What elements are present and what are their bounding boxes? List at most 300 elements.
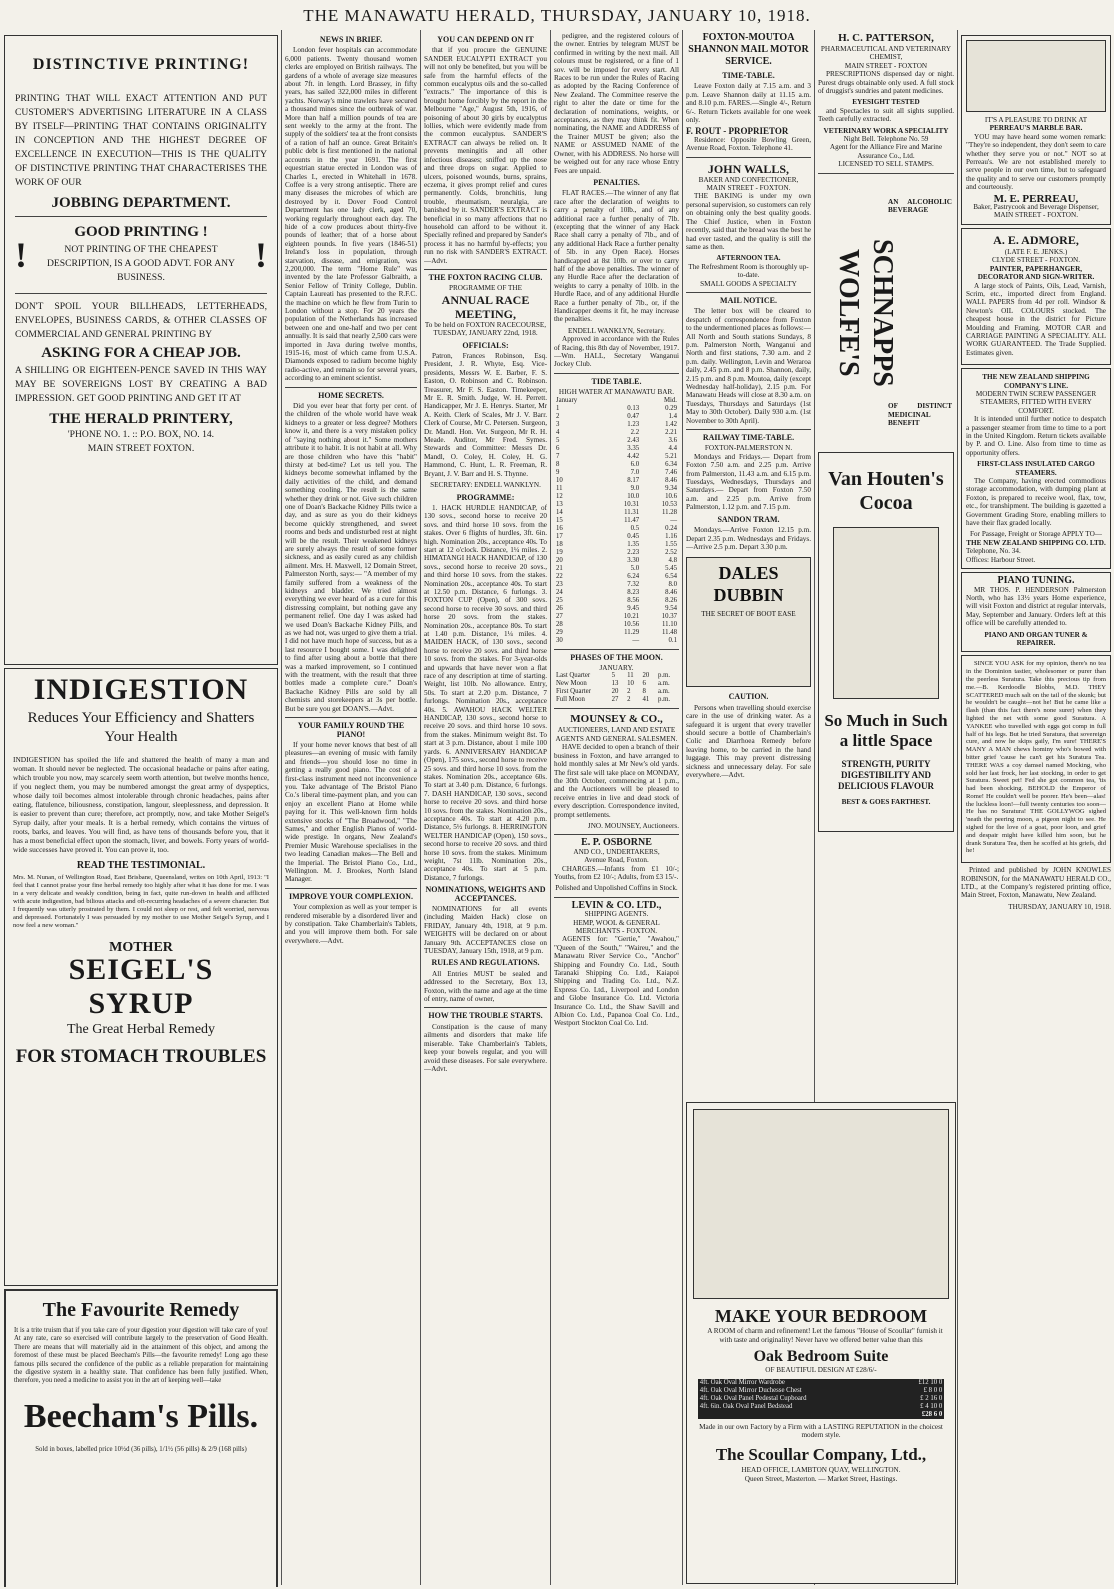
nominations-text: NOMINATIONS for all events (including Maiden Hack) close on FRIDAY, January 4th, 1918, at 9 p.m. WEIGHTS will be declared on or about January 9th. ACCEPTANCES close on TUESDAY, January 15th, 1918, at 9 p.m. — [424, 905, 547, 956]
piano-tuning-ad — [961, 572, 1111, 652]
suite-total: £28 6 0 — [921, 1410, 943, 1418]
tide-row — [554, 501, 679, 509]
moon-cell: 41 — [642, 696, 650, 704]
trouble-text: Constipation is the cause of many ailments and disorders that make life miserable. Take Chamberlain's Tablets, keep your bowels regular, and you will avoid these diseases. For sale everywhere.—Advt. — [424, 1022, 547, 1073]
tide-cell: 6.24 — [627, 572, 640, 580]
suite-cell: £ 2 16 0 — [920, 1394, 943, 1402]
family-piano-heading: YOUR FAMILY ROUND THE PIANO! — [297, 721, 405, 739]
suite-cell: 4ft. 6in. Oak Oval Panel Bedstead — [699, 1402, 793, 1410]
tide-cell: 2.23 — [627, 548, 640, 556]
van-houten-heading: Van Houten's Cocoa — [828, 467, 944, 514]
dales-heading: DALES DUBBIN — [713, 563, 784, 606]
offices-line: Offices: Harbour Street. — [966, 555, 1036, 564]
footer-date: THURSDAY, JANUARY 10, 1918. — [1008, 902, 1111, 911]
nz-co-heading: THE NEW ZEALAND SHIPPING CO. LTD. — [966, 538, 1106, 547]
nz-shipping-ad — [961, 368, 1111, 569]
tide-row — [554, 629, 679, 637]
sold-text: Sold in boxes, labelled price 10½d (36 pills), 1/1½ (56 pills) & 2/9 (168 pills) — [35, 1445, 247, 1453]
van-houten-ad — [818, 452, 954, 832]
tide-row — [554, 413, 679, 421]
timetable-text: Leave Foxton daily at 7.15 a.m. and 3 p.m. Leave Shannon daily at 11.15 a.m. and 8.10 p.m. FARES.—Single 4/-, Return 6/-. Return Tickets available for one week only. — [686, 82, 811, 125]
perreau-subheading: Baker, Pastrycook and Beverage Dispenser, MAIN STREET - FOXTON. — [973, 203, 1099, 220]
tide-cell: 1.16 — [665, 532, 677, 540]
tide-cell: 2.21 — [665, 428, 677, 436]
tide-row — [554, 421, 679, 429]
tide-cell: 2.2 — [630, 428, 640, 436]
suite-row — [698, 1387, 945, 1395]
caution-heading: CAUTION. — [728, 692, 769, 702]
tide-row — [554, 405, 679, 413]
admore-subheading: (LATE F. E. JENKS.) — [1004, 247, 1068, 256]
tide-cell: 29 — [556, 628, 563, 636]
club-heading: THE FOXTON RACING CLUB. — [428, 272, 543, 282]
good-printing-heading: GOOD PRINTING ! — [74, 224, 208, 240]
moon-cell: Last Quarter — [556, 672, 591, 680]
herald-printery-heading: THE HERALD PRINTERY, — [49, 411, 233, 427]
suite-row — [698, 1395, 945, 1403]
news-heading: NEWS IN BRIEF. — [319, 35, 383, 44]
penalties-text: FLAT RACES.—The winner of any flat race after the declaration of weights to carry a penalty of 10lb., and of any additional race a further penalty of 7lb. (excepting that the winner of any Hack Race shall carry a penalty of 7lb., and of any additional Hack Race a further penalty of 5lb. in any Open Race). Horses handicapped at 8st 10lb. or over to carry half of the above penalties. The winner of any Hurdle Race after the declaration of weights to carry a penalty of 10lb. in the Hurdle Race, and of any additional Hurdle Race a further penalty of 7lb., or, if the Handicapper deems it fit, he may increase the penalties. — [554, 189, 679, 324]
mounsey-signature: JNO. MOUNSEY, Auctioneers. — [587, 821, 679, 830]
tide-cell: 1.35 — [627, 540, 640, 548]
phone-line: 'PHONE NO. 1. :: P.O. BOX, NO. 14. — [67, 429, 215, 440]
tide-cell: 21 — [556, 564, 563, 572]
bedroom-suite-image — [693, 1109, 949, 1299]
tide-cell: 8.26 — [665, 596, 677, 604]
dales-dubbin-ad — [686, 557, 811, 687]
modern-line: MODERN TWIN SCREW PASSENGER STEAMERS, FITTED WITH EVERY COMFORT. — [975, 389, 1097, 415]
tide-subheading: HIGH WATER AT MANAWATU BAR. — [558, 388, 675, 397]
tide-row — [554, 461, 679, 469]
column-racing — [424, 32, 547, 1587]
tide-cell: 1.42 — [665, 420, 677, 428]
tide-cell: 5.21 — [665, 452, 677, 460]
tide-row — [554, 605, 679, 613]
suratura-text: SINCE YOU ASK for my opinion, there's no tea in the Dominion tastier, wholesomer or purer than the peerless Suratura. Take this precious tip from me.—B. Kerdoodle Blobbs, M.D. THEY SCATTERED much salt on the tail of the skunk; but he wouldn't be caught—not he! But he came like a flash (than this fact there's none surer) when they lighted the net with some good Suratura. A YANKEE who travelled with eggs got comp in full half of his legs. But he tried Suratura, that sovereign cure, and now he skips gaily, I'm sure! THERE'S MANY A MAN chews hominy who's bowed with bitter grief 'cause he can't get his Suratura Tea. THERE WAS a coy damsel named Mocking, who sold her last frock, her last stocking, in order to get Suratura. Sweet pet! Fed she got common tea, 'tis had been shocking. BEHOLD the Emperor of Rome! He couldn't well be poorer. He's been—alas! the luckless loon!—full twenty centuries too soon—He has no Suratura! THE GOLLYWOG sighed 'neath the peering moon, a pigeon night to see. He sighed for the love of a goat, poor loon, and grief and despair might have killed him soon, but he drank Suratura Tea, then he scoffed at his griefs, did he! — [966, 660, 1106, 855]
distinctive-heading: DISTINCTIVE PRINTING! — [32, 56, 250, 73]
afternoon-heading: AFTERNOON TEA. — [716, 254, 781, 263]
rout-line: F. ROUT - PROPRIETOR — [686, 126, 789, 137]
schnapps-ad — [818, 178, 954, 448]
piano-text: MR THOS. P. HENDERSON Palmerston North, who has 13½ years Home experience, will visit Foxton and district at regular intervals, May, September and January. Orders left at this office will be carefully attended to. — [966, 585, 1106, 628]
complexion-heading: IMPROVE YOUR COMPLEXION. — [289, 891, 413, 901]
tide-cell: 8.56 — [627, 596, 640, 604]
column-rule — [682, 30, 683, 1585]
tide-row — [554, 485, 679, 493]
family-piano-text: If your home never knows that best of all pleasures—an evening of music with family and friends—you should lose no time in getting a really good piano. The cost of a first-class instrument need not inconvenience you. Take advantage of The Bristol Piano Co.'s liberal time-payment plan, and you can enjoy an excellent Piano at Home while paying for it. This well-known firm holds extensive stocks of "The Broadwood," "The Sames," and other English Pianos of world-wide prestige. In organs, New Zealand's Premier Music Warehouse specialises in the two leading Canadian makes—The Bell and the Imperial. The Bristol Piano Co., Ltd., Wellington. M. J. Brookes, North Island Manager. — [285, 740, 417, 884]
tide-cell: 16 — [556, 524, 563, 532]
levin-heading: LEVIN & CO. LTD., — [571, 899, 662, 911]
tide-cell: 0.5 — [630, 524, 640, 532]
tide-cell: 12 — [556, 492, 563, 500]
pedigree-text: pedigree, and the registered colours of the owner. Entries by telegram MUST be confirmed in writing by the next mail. All colours must be registered, or a fine of 1 sov. will be imposed for every start. All Races to be run under the Rules of Racing as adopted by the Racing Conference of New Zealand. The Committee reserve the right to alter the date or time for the declaration of nominations, weights, or acceptances, as they may think fit. When nominating, the NAME and ADDRESS of the Trainer MUST be given; also the NAME or ASSUMED NAME of the Owner, with his ADDRESS. No horse will be weighed out for any race whose Entry Fees are unpaid. — [554, 32, 679, 175]
moon-cell: 8 — [642, 688, 646, 696]
suite-cell: £12 10 0 — [918, 1378, 943, 1386]
shilling-text: A SHILLING OR EIGHTEEN-PENCE SAVED IN THIS WAY MAY BE SOVEREIGNS LOST BY CREATING A BAD IMPRESSION. GET GOOD PRINTING AND GET IT AT — [15, 365, 267, 404]
tide-cell: 27 — [556, 612, 563, 620]
osborne-subheading: AND CO., UNDERTAKERS, — [573, 847, 660, 856]
depend-text: that if you procure the GENUINE SANDER EUCALYPTI EXTRACT you will not only be benefited, but you will be safe from the harmful effects of the common eucalyptus oils and the so-called "extracts." The importance of this is brought home forcibly by the report in the Melbourne "Age," August 5th, 1916, of poisoning of about 30 girls by eucalyptus lollies, which were evidently made from the common eucalyptus. SANDER'S EXTRACT can always be relied on. It prevents meningitis and all other infectious diseases; sniffed up the nose and three drops on sugar. Applied to ulcers, poisoned wounds, burns, sprains, eczema, it gives prompt relief and cures permanently. Colds, bronchitis, lung trouble, rheumatism, neuralgia, are banished by it. SANDER'S EXTRACT is beneficial in so many affections that no household can afford to be without it. Specially refined and prepared by Sander's process it has no harmful by-effects; you run no risk with SANDER'S EXTRACT.—Advt. — [424, 46, 547, 265]
moon-cell: p.m. — [657, 696, 671, 704]
admore-ad — [961, 228, 1111, 365]
tide-cell: 10 — [556, 476, 563, 484]
moon-cell: New Moon — [556, 680, 587, 688]
tide-cell: 10.0 — [627, 492, 640, 500]
agent-text: Agent for the Alliance Fire and Marine Assurance Co., Ltd. — [829, 143, 943, 160]
stomach-troubles-heading: FOR STOMACH TROUBLES — [15, 1045, 267, 1067]
nominations-heading: NOMINATIONS, WEIGHTS AND ACCEPTANCES. — [425, 885, 546, 903]
tide-cell: 2 — [556, 412, 560, 420]
walls-subheading: BAKER AND CONFECTIONER, — [698, 175, 799, 184]
rules-text: All Entries MUST be sealed and addressed to the Secretary, Box 13, Foxton, with the name and age at the time of entry, name of owner, — [424, 969, 547, 1004]
tide-cell: 14 — [556, 508, 563, 516]
indigestion-text: INDIGESTION has spoiled the life and shattered the health of many a man and woman. It should never be neglected. The occasional headache or pains after eating, which trouble you now, may scarcely seem worth attention, but twelve months hence, if you neglect them, you may be numbered amongst the great army of dyspeptics, whose daily toil becomes almost intolerable through chronic headaches, pains after eating, flatulence, biliousness, constipation, langour, sleeplessness, and depression. It is easier to prevent than cure; therefore, act promptly, now, and take Mother Seigel's Syrup daily, after your meals. It is a herbal remedy, which contains the virtues of roots, barks, and leaves. You will find, as have tens of thousands before you, that it has a most beneficial effect upon the stomach, liver, and bowels. Forty years of world-wide successes have proved it. You can prove it, too. — [13, 755, 269, 854]
mail-heading: MAIL NOTICE. — [720, 295, 777, 305]
queen-street: Queen Street, Masterton. — Market Street, Hastings. — [744, 1474, 898, 1483]
eyesight-heading: EYESIGHT TESTED — [852, 98, 920, 107]
tide-cell: 15 — [556, 516, 563, 524]
perreau-ad — [961, 35, 1111, 225]
moon-row — [554, 672, 679, 680]
moon-cell: 11 — [627, 672, 634, 680]
tide-cell: 0.47 — [627, 412, 640, 420]
tide-cell: 3 — [556, 420, 560, 428]
tide-cell: 30 — [556, 636, 563, 644]
moon-cell: 5 — [611, 672, 616, 680]
tide-heading: TIDE TABLE. — [591, 376, 642, 386]
depend-heading: YOU CAN DEPEND ON IT — [437, 35, 534, 44]
best-text: BEST & GOES FARTHEST. — [841, 797, 931, 806]
column-news — [285, 32, 417, 1587]
cargo-text: The Company, having erected commodious storage accommodation, with dumping plant at Foxton, is prepared to receive wool, flax, tow, etc., for transhipment. The building is gazetted a Government Grading Store, enabling millers to have their flax graded locally. — [966, 477, 1106, 528]
tide-cell: 5 — [556, 436, 560, 444]
tide-cell: 8.46 — [665, 588, 677, 596]
patterson-heading: H. C. PATTERSON, — [838, 32, 934, 44]
licensed-text: LICENSED TO SELL STAMPS. — [838, 160, 934, 169]
walls-heading: JOHN WALLS, — [707, 161, 790, 176]
suratura-ad — [961, 655, 1111, 863]
tide-cell: 8.23 — [627, 588, 640, 596]
beechams-ad — [4, 1289, 278, 1587]
printed-text: Printed and published by JOHN KNOWLES ROBINSON, for the MANAWATU HERALD CO., LTD., at the Company's registered printing office, Main Street, Foxton, Manawatu, New Zealand. — [961, 866, 1111, 900]
mother-heading: MOTHER — [109, 940, 173, 956]
annual-heading: ANNUAL RACE MEETING, — [441, 292, 530, 321]
tide-cell: 11.47 — [624, 516, 640, 524]
tide-cell: 24 — [556, 588, 563, 596]
tide-cell: 1.55 — [665, 540, 677, 548]
tide-row — [554, 533, 679, 541]
tide-cell: 10.21 — [623, 612, 640, 620]
tide-cell: 9.0 — [630, 484, 640, 492]
tide-cell: 6.0 — [630, 460, 640, 468]
tide-cell: — — [632, 636, 640, 644]
moon-cell: 27 — [611, 696, 619, 704]
timetable-heading: TIME-TABLE. — [722, 71, 775, 80]
suite-table — [698, 1379, 945, 1419]
levin-subheading: SHIPPING AGENTS. — [584, 910, 649, 919]
nz-shipping-text: It is intended until further notice to despatch a passenger steamer from time to time to a port in the United Kingdom. Return tickets available by P. and O. Line. Also from time to time as opportunity offers. — [966, 415, 1106, 457]
great-herbal-text: The Great Herbal Remedy — [66, 1021, 216, 1037]
testimonial-heading: READ THE TESTIMONIAL. — [76, 860, 206, 871]
tide-cell: 11.31 — [624, 508, 640, 516]
race-date: TUESDAY, JANUARY 22nd, 1918. — [433, 329, 538, 338]
agents-text: AGENTS for: "Gertie," "Awahou," "Queen of the South," "Waireu," and the Manawatu River Service Co., "Anchor" Shipping and Foundry Co. Ltd., South Taranaki Shipping Co. Ltd., Kaiapoi Shipping and Trading Co. Ltd., N.Z. Express Co. Ltd., Liverpool and London and Globe Insurance Co. Ltd. Victoria Insurance Co. Ltd., the Shaw Savill and Albion Co. Ltd., Papanoa Coal Co. Ltd., Westport Stockton Coal Co. Ltd. — [554, 935, 679, 1028]
held-line: To be held on FOXTON RACECOURSE, — [424, 320, 547, 329]
phases-heading: PHASES OF THE MOON. — [570, 652, 663, 662]
moon-row — [554, 680, 679, 688]
made-text: Made in our own Factory by a Firm with a LASTING REPUTATION in the choicest modern style. — [699, 1422, 943, 1440]
tide-cell: 10.37 — [661, 612, 677, 620]
night-bell: Night Bell. Telephone No. 59 — [843, 135, 929, 144]
suite-cell: 4ft. Oak Oval Mirror Wardrobe — [699, 1378, 785, 1386]
tide-row — [554, 437, 679, 445]
tide-row — [554, 573, 679, 581]
osborne-heading: E. P. OSBORNE — [581, 837, 652, 849]
perreau-heading: M. E. PERREAU, — [993, 192, 1079, 205]
column-printery-ads — [4, 32, 278, 1587]
approved-text: Approved in accordance with the Rules of Racing, this 8th day of November, 1917.—Wm. HALL, Secretary Wanganui Jockey Club. — [554, 335, 679, 369]
dont-spoil-text: DON'T SPOIL YOUR BILLHEADS, LETTERHEADS, ENVELOPES, BUSINESS CARDS, & OTHER CLASSES OF COMMERCIAL AND GENERAL PRINTING BY — [15, 301, 267, 340]
tide-mid-header: Mid. — [663, 396, 677, 404]
much-heading: So Much in Such a little Space — [824, 710, 948, 750]
schnapps-heading: SCHNAPPS — [867, 238, 898, 387]
column-rule — [420, 30, 421, 1585]
tide-cell: 0.45 — [627, 532, 640, 540]
vet-heading: VETERINARY WORK A SPECIALITY — [823, 126, 949, 135]
tide-cell: 28 — [556, 620, 563, 628]
tide-row — [554, 509, 679, 517]
tide-table — [554, 397, 679, 645]
suite-cell: 4ft. Oak Oval Mirror Duchesse Chest — [699, 1386, 802, 1394]
tide-row — [554, 517, 679, 525]
tide-cell: 19 — [556, 548, 563, 556]
tide-row — [554, 597, 679, 605]
column-rule — [957, 30, 958, 1585]
street-line: MAIN STREET FOXTON. — [87, 443, 195, 454]
scoullar-heading: The Scoullar Company, Ltd., — [715, 1444, 927, 1464]
freight-line: For Passage, Freight or Storage APPLY TO— — [970, 530, 1102, 539]
column-right — [961, 32, 1111, 1587]
tide-row — [554, 477, 679, 485]
bedroom-heading: MAKE YOUR BEDROOM — [714, 1306, 928, 1326]
mounsey-text: HAVE decided to open a branch of their business in Foxton, and have arranged to hold monthly sales at Mr New's old yards. The first sale will take place on MONDAY, the 30th October, commencing at 1 p.m., and the Auctioneers will be pleased to receive entries in live and dead stock of every description. Correspondence invited, prompt settlements. — [554, 743, 679, 819]
column-tides — [554, 32, 679, 1587]
phases-month: JANUARY. — [599, 664, 634, 673]
tide-row — [554, 445, 679, 453]
moon-cell: 2 — [627, 696, 631, 704]
oak-heading: Oak Bedroom Suite — [753, 1348, 889, 1366]
reduces-subheading: Reduces Your Efficiency and Shatters Your Health — [27, 710, 255, 745]
tide-cell: 25 — [556, 596, 563, 604]
tide-cell: 5.0 — [630, 564, 640, 572]
tide-cell: 23 — [556, 580, 563, 588]
railway-text: Mondays and Fridays.— Depart from Foxton 7.50 a.m. and 2.25 p.m. Arrive from Palmerston, 11.43 a.m. and 6.15 p.m. Tuesdays, Wednesdays, Thursdays and Saturdays.— Depart from Foxton 7.50 a.m. and 2.25 p.m. Arrive from Palmerston, 1.12 p.m. and 7.15 p.m. — [686, 452, 811, 512]
moon-cell: Full Moon — [556, 696, 585, 704]
oak-subheading: OF BEAUTIFUL DESIGN AT £28/6/- — [765, 1366, 877, 1375]
printing-text: PRINTING THAT WILL EXACT ATTENTION AND PUT CUSTOMER'S ADVERTISING LITERATURE IN A CLASS BY ITSELF—PRINTING THAT CONTAINS ORIGINALITY IN CONCEPTION AND THE HIGHEST DEGREE OF EXCELLENCE IN EXECUTION—THIS IS THE QUALITY OF DISTINCTIVE PRINTING THAT CHARACTERISES THE WORK OF OUR — [15, 93, 267, 188]
tide-cell: 3.6 — [668, 436, 677, 444]
mail-text: The letter box will be cleared to despatch of correspondence from Foxton to the undermentioned places as follows:— All North and South stations Sundays, 8 p.m. Palmerston North, Wanganui and North and first stations, 7.30 a.m. and 2 p.m. daily. Wellington, Levin and Weraroa daily, 2.45 p.m. and 8 p.m. Shannon, daily, 2.15 p.m. and 8 p.m. Moutoa, daily (except Wednesday half-holiday), 2.15 p.m. For Manawatu Heads will close at 8.30 a.m. on Tuesdays, Thursdays and Saturdays (1st May to 30th October). Daily 930 a.m. (1st November to 30th April). — [686, 307, 811, 425]
tide-cell: 7.32 — [627, 580, 640, 588]
admore-heading: A. E. ADMORE, — [993, 232, 1079, 247]
mounsey-heading: MOUNSEY & CO., — [570, 713, 663, 726]
moon-cell: a.m. — [657, 688, 670, 696]
tide-cell: 26 — [556, 604, 563, 612]
strength-text: STRENGTH, PURITY DIGESTIBILITY AND DELICIOUS FLAVOUR — [838, 758, 934, 791]
tide-cell: — — [670, 516, 677, 524]
patterson-address: MAIN STREET - FOXTON — [844, 61, 928, 70]
sandon-text: Mondays.—Arrive Foxton 12.15 p.m. Depart 2.35 p.m. Wednesdays and Fridays.—Arrive 2.5 p.m. Depart 3.30 p.m. — [686, 526, 811, 551]
moon-cell: 20 — [611, 688, 619, 696]
herald-printery-ad — [4, 35, 278, 665]
tide-cell: 2.52 — [665, 548, 677, 556]
dales-subheading: THE SECRET OF BOOT EASE — [701, 610, 796, 619]
suite-row — [698, 1379, 945, 1387]
foxton-mail-heading: FOXTON-MOUTOA SHANNON MAIL MOTOR SERVICE. — [688, 32, 809, 67]
moon-table — [554, 672, 679, 704]
suite-row — [698, 1403, 945, 1411]
tide-cell: 7.46 — [665, 468, 677, 476]
tide-cell: 5.45 — [665, 564, 677, 572]
exclaim-icon: ! — [15, 235, 27, 275]
suite-cell: £ 8 0 0 — [923, 1386, 943, 1394]
tide-cell: 22 — [556, 572, 563, 580]
indigestion-ad — [4, 668, 278, 1286]
officials-heading: OFFICIALS: — [462, 340, 509, 350]
complexion-text: Your complexion as well as your temper is rendered miserable by a disordered liver and by constipation. Take Chamberlain's Tablets, and you will improve them both. For sale everywhere.—Advt. — [285, 903, 417, 945]
column-rule — [281, 30, 282, 1585]
bedroom-text: A ROOM of charm and refinement! Let the famous "House of Scoullar" furnish it with taste and originality! Never have we offered better value than this — [707, 1327, 943, 1344]
tide-cell: 0.1 — [668, 636, 677, 644]
tide-cell: 9.54 — [665, 604, 677, 612]
eyesight-text: and Spectacles to suit all sights supplied. Teeth carefully extracted. — [818, 106, 954, 124]
tide-cell: 4.42 — [627, 452, 640, 460]
telephone-line: Telephone, No. 34. — [966, 547, 1021, 556]
tide-row — [554, 493, 679, 501]
trouble-heading: HOW THE TROUBLE STARTS. — [428, 1011, 543, 1021]
officials-text: Patron, Frances Robinson, Esq. President, J. R. Whyte, Esq. Vice-presidents, Messrs W. E. Barber, F. S. Easton, O. Robinson and C. Robinson. Treasurer, Mr F. S. Easton. Timekeeper, Mr E. R. Smith. Judge, W. H. Perrett. Handicapper, Mr J. E. Henrys. Starter, Mr A. Keith. Clerk of Scales, Mr J. V. Barr. Clerk of Course, Mr C. Petersen. Surgeon, Dr. Mandl. Hon. Vet. Surgeon, Mr R. H. Meade. Auditor, Mr Fred. Symes. Stewards and Committee: Messrs Dr. Mandl, O. Coley, H. Coley, H. G. Hammond, C. Hunt, L. R. Freeman, R. Bryant, J. V. Barr and H. S. Thynne. — [424, 352, 547, 478]
tide-row — [554, 429, 679, 437]
nz-shipping-heading: THE NEW ZEALAND SHIPPING COMPANY'S LINE. — [982, 373, 1090, 390]
tide-row — [554, 621, 679, 629]
caution-text: Persons when travelling should exercise care in the use of drinking water. As a safeguard it is urgent that every traveller should secure a bottle of Chamberlain's Colic and Diarrhoea Remedy before leaving home, to be carried in the hand luggage. This may prevent distressing sickness and unnecessary delay. For sale everywhere.—Advt. — [686, 703, 811, 779]
tide-row — [554, 525, 679, 533]
cartoon-image — [966, 40, 1106, 112]
favourite-heading: The Favourite Remedy — [42, 1299, 240, 1321]
tide-cell: 11.48 — [661, 628, 677, 636]
admore-text: A large stock of Paints, Oils, Lead, Varnish, Scrim, etc., imported direct from England. WALL PAPERS from 4d per roll. Windsor & Newton's OIL COLOURS stocked. The cheapest house in the district for Picture Moulding and Framing. MOTOR CAR and CARRIAGE PAINTING A SPECIALITY. ALL WORK GUARANTEED. The Trade Supplied. Estimates given. — [966, 281, 1106, 357]
tide-row — [554, 557, 679, 565]
moon-row — [554, 688, 679, 696]
indigestion-heading: INDIGESTION — [33, 673, 249, 706]
moon-cell: 2 — [627, 688, 631, 696]
moon-cell: 20 — [642, 672, 650, 680]
rules-heading: RULES AND REGULATIONS. — [431, 958, 540, 968]
railway-subheading: FOXTON-PALMERSTON N. — [704, 444, 793, 453]
asking-heading: ASKING FOR A CHEAP JOB. — [41, 345, 241, 361]
tide-cell: 0.24 — [665, 524, 677, 532]
tide-cell: 8 — [556, 460, 560, 468]
home-secrets-text: Did you ever hear that forty per cent. of the children of the whole world have weak kidneys to a greater or less degree? Mothers know it, and there is a very mistaken policy of "saying nothing about it." Some mothers attribute it to habit. It is not habit at all. Why are those children who have this "habit" thirsty at bed-time? Let us tell you. The kidneys become somewhat inflamed by the daily activities of the child, and demand something cooling. The result is the same whether they drink or not. Give such children one of Doan's Backache Kidney Pills twice a day, and as sure as you do their kidneys become quickly strengthened, and sweet rooms and beds and undisturbed rest at night will be the result. Their weakened kidneys are surely always the result of some former sickness, and as easily cured as any childish ailment. Mrs. H. Maxwell, 12 Domain Street, Palmerston North, says:— "A member of my family suffered from a weakness of the kidneys and bladder. We tried almost everything we ever heard of as a cure for this distressing complaint, but nothing gave any permanent relief. One day I was asked had we used Doan's Backache Kidney Pills, and as we had not, was urged to give them a trial. I did not have much hope of success, but as a last resource I bought some. I was delighted to find after using about a bottle that there was a marked improvement, so I continued with the treatment, with the result that three bottles made a complete cure." Doan's Backache Kidney Pills are sold by all chemists and storekeepers at 3s per bottle. But be sure you get DOAN'S.—Advt. — [285, 402, 417, 713]
tide-cell: 3.30 — [627, 556, 640, 564]
moon-cell: 6 — [642, 680, 646, 688]
moon-cell: First Quarter — [556, 688, 591, 696]
head-office: HEAD OFFICE, LAMBTON QUAY, WELLINGTON. — [741, 1465, 901, 1474]
tide-cell: 20 — [556, 556, 563, 564]
tide-row — [554, 589, 679, 597]
moon-cell: p.m. — [657, 672, 671, 680]
tide-cell: 13 — [556, 500, 563, 508]
tide-cell: 17 — [556, 532, 563, 540]
tide-cell: 4.4 — [668, 444, 677, 452]
cocoa-tin-image — [833, 527, 939, 699]
sandon-heading: SANDON TRAM. — [717, 514, 780, 524]
exclaim-icon: ! — [255, 235, 267, 275]
secretary-line: SECRETARY: ENDELL WANKLYN. — [430, 481, 541, 490]
tide-cell: 10.53 — [661, 500, 677, 508]
alcoholic-text: AN ALCOHOLIC BEVERAGE — [888, 197, 952, 215]
tuner-heading: PIANO AND ORGAN TUNER & REPAIRER. — [984, 630, 1088, 647]
suite-cell: £ 4 10 0 — [920, 1402, 943, 1410]
tide-cell: 10.56 — [623, 620, 640, 628]
favourite-text: It is a trite truism that if you take care of your digestion your digestion will take care of you! At any rate, care so exercised will contribute largely to the preservation of Good Health. There are means that will materially aid in the attainment of this object, and among the foremost of these must be placed Beecham's Pills—the favourite remedy! Long ago these famous pills secured the confidence of the public as a reliable preparation for maintaining the digestive system in a healthy state. That confidence has been fully justified. When, therefore, you need a medicine to assist you in the art of keeping well—take — [14, 1327, 268, 1385]
tide-cell: 6.54 — [665, 572, 677, 580]
penalties-heading: PENALTIES. — [593, 177, 640, 187]
moon-cell: 10 — [627, 680, 634, 688]
tide-month: January — [556, 396, 578, 404]
tide-cell: 2.43 — [627, 436, 640, 444]
painter-heading: PAINTER, PAPERHANGER, DECORATOR AND SIGN-WRITER. — [977, 264, 1095, 282]
perreau-bar-heading: PERREAU'S MARBLE BAR. — [989, 124, 1083, 133]
charges-text: CHARGES.—Infants from £1 10/-; Youths, from £2 10/-; Adults, from £3 15/-. — [554, 864, 679, 881]
tide-cell: 18 — [556, 540, 563, 548]
news-text: London fever hospitals can accommodate 6,000 patients. Twenty thousand women clerks are employed on British railways. The gardens of a whole of average size measures about 7ft. in length. Lord Brassey, in fifty years, has sailed 322,000 miles in different yachts. Norway's mine trawlers have secured a thousand mines since the outbreak of war. More than half a million pounds of tea are sent weekly to the army at the front. The supply of the soldiers' tea at the front consists of a ration of half an ounce. Great Britain's public debt is first mentioned in the national accounts in the year 1691. The first equestrian statue erected in London was of Charles I., erected in Whitehall in 1678. Coffee is a very strong antiseptic. There are many diseases the microbes of which are destroyed by it. Dover Food Control Department has one lady clerk, aged 70, working regularly throughout each day. The hide of a cow produces about thirty-five pounds of leather; that of a horse about eighteen pounds. In five years (1846-51) Ireland's loss in population, through starvation, disease, and emigration, was 2,200,000. The term "Home Rule" was invented by the late Professor Galbraith, a Senior Fellow of Trinity College, Dublin. Captain Laureati has presented to the R.F.C. the machine on which he flew from Turin to London without a stop. For 20 years the population of the Netherlands has increased between one and one-half and two per cent annually. It is said that nearly 2,500 cars were imported in Java during twelve months, 1915-16, most of which came from U.S.A. Diamonds exposed to radium become highly radio-active, and remain so for several years, according to an eminent scientist. — [285, 46, 417, 383]
tide-cell: 0.29 — [665, 404, 677, 412]
tide-cell: 1.23 — [627, 420, 640, 428]
tide-cell: 6 — [556, 444, 560, 452]
hemp-line: HEMP, WOOL & GENERAL MERCHANTS - FOXTON. — [573, 918, 660, 935]
good-printing-text: NOT PRINTING OF THE CHEAPEST DESCRIPTION, IS A GOOD ADVT. FOR ANY BUSINESS. — [47, 244, 235, 283]
testimonial-text: Mrs. M. Nunan, of Wellington Road, East Brisbane, Queensland, writes on 10th April, 1913: "I feel that I cannot praise your fine herbal remedy too highly after what it has done for me. I was in a very delicate and weakly condition, being in fact, quite run-down in health and afflicted with acute indigestion, bad bilious attacks and oft-recurring headaches of a severe character. But I frequently was utterly prostrated by them. I could not sleep or rest, and felt worried, nervous and depressed. Fortunately I was persuaded by my mother to use Mother Seigel's Syrup, and I now feel a new woman." — [13, 874, 269, 930]
tide-row — [554, 469, 679, 477]
tide-row — [554, 613, 679, 621]
tide-cell: 7 — [556, 452, 560, 460]
tide-row — [554, 637, 679, 645]
column-rule — [550, 30, 551, 1585]
tide-row — [554, 549, 679, 557]
tide-cell: 3.35 — [627, 444, 640, 452]
coffins-text: Polished and Unpolished Coffins in Stock. — [555, 884, 678, 893]
patterson-subheading: PHARMACEUTICAL AND VETERINARY CHEMIST, — [820, 45, 952, 62]
scoullar-ad — [686, 1102, 956, 1584]
moon-cell: a.m. — [657, 680, 670, 688]
moon-cell: 13 — [611, 680, 619, 688]
medicinal-text: OF DISTINCT MEDICINAL BENEFIT — [888, 402, 952, 428]
tide-cell: 10.31 — [623, 500, 640, 508]
baking-text: THE BAKING is under my own personal supervision, so customers can rely on obtaining only the best quality goods. The Chief Justice, when in Foxton recently, said that the bread was the best he had ever tasted, and the quality is still the same as then. — [686, 192, 811, 251]
tide-cell: 10.6 — [665, 492, 677, 500]
tide-cell: 1.4 — [668, 412, 677, 420]
piano-heading: PIANO TUNING. — [997, 575, 1075, 587]
wolfes-heading: WOLFE'S — [833, 248, 864, 377]
tide-cell: 9.34 — [665, 484, 677, 492]
tide-cell: 8.46 — [665, 476, 677, 484]
clyde-street: CLYDE STREET - FOXTON. — [991, 256, 1081, 265]
tide-cell: 11.10 — [661, 620, 677, 628]
programme-heading: PROGRAMME: — [456, 492, 515, 502]
cargo-heading: FIRST-CLASS INSULATED CARGO STEAMERS. — [977, 460, 1095, 477]
tide-cell: 8.0 — [668, 580, 677, 588]
